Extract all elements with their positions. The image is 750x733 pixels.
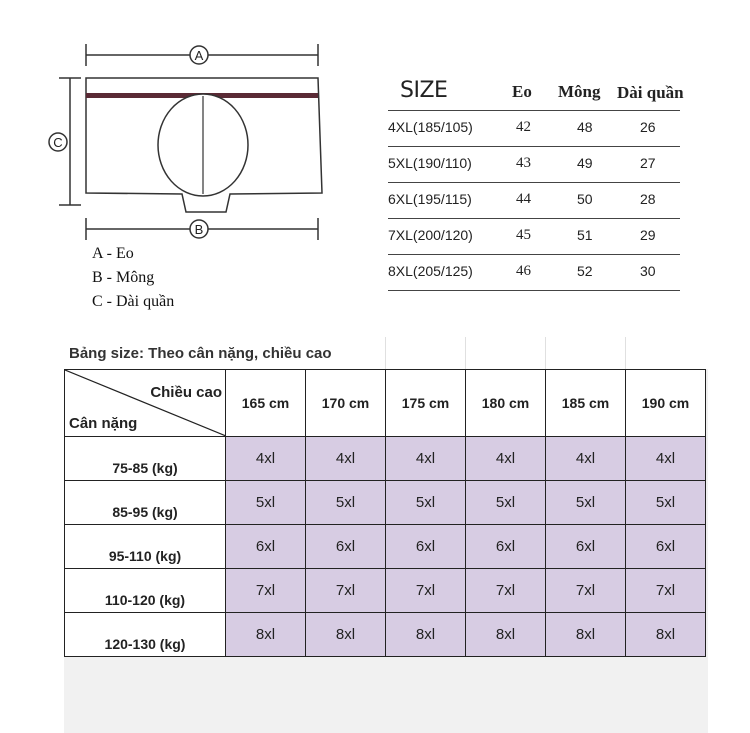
size-row (388, 111, 680, 147)
size-table-header (388, 78, 684, 111)
header-size: SIZE (400, 78, 448, 103)
weight-label: 95-110 (kg) (65, 525, 226, 569)
size-row (388, 219, 680, 255)
weight-height-size-chart (64, 337, 708, 733)
dai-value: 26 (640, 119, 656, 135)
legend-c: C - Dài quần (92, 293, 175, 310)
height-header: 180 cm (466, 370, 546, 437)
dai-value: 27 (640, 155, 656, 171)
mong-value: 52 (577, 263, 593, 279)
marker-c: C (53, 135, 63, 150)
size-cell: 6xl (466, 525, 546, 569)
size-cell: 4xl (386, 437, 466, 481)
eo-value: 45 (516, 227, 531, 243)
dai-value: 28 (640, 191, 656, 207)
header-dai-quan: Dài quần (617, 83, 684, 102)
size-cell: 5xl (626, 481, 706, 525)
size-label: 7XL(200/120) (388, 227, 473, 243)
chart-title-row (64, 337, 708, 369)
size-cell: 6xl (546, 525, 626, 569)
size-cell: 6xl (626, 525, 706, 569)
height-header: 170 cm (306, 370, 386, 437)
size-cell: 7xl (386, 569, 466, 613)
mong-value: 48 (577, 119, 593, 135)
size-row (388, 255, 680, 291)
marker-b: B (194, 222, 204, 237)
mong-value: 50 (577, 191, 593, 207)
corner-cell (65, 370, 226, 437)
eo-value: 46 (516, 263, 531, 279)
measurement-legend (92, 242, 174, 314)
size-cell: 5xl (466, 481, 546, 525)
size-cell: 7xl (626, 569, 706, 613)
weight-height-table (64, 369, 706, 657)
eo-value: 44 (516, 191, 531, 207)
header-eo: Eo (512, 82, 532, 101)
weight-row (65, 569, 706, 613)
size-cell: 6xl (386, 525, 466, 569)
size-cell: 5xl (546, 481, 626, 525)
height-header: 175 cm (386, 370, 466, 437)
height-header-row (65, 370, 706, 437)
size-cell: 7xl (306, 569, 386, 613)
marker-a: A (194, 48, 204, 63)
weight-row (65, 613, 706, 657)
size-row (388, 183, 680, 219)
size-measurement-table (388, 78, 684, 291)
legend-b: B - Mông (92, 269, 155, 286)
size-cell: 5xl (306, 481, 386, 525)
size-cell: 4xl (306, 437, 386, 481)
weight-row (65, 437, 706, 481)
weight-label: 85-95 (kg) (65, 481, 226, 525)
weight-label: 120-130 (kg) (65, 613, 226, 657)
size-cell: 5xl (226, 481, 306, 525)
dai-value: 29 (640, 227, 656, 243)
boxer-measurement-diagram (0, 0, 380, 240)
grid-line (465, 337, 466, 369)
mong-value: 51 (577, 227, 593, 243)
size-cell: 6xl (226, 525, 306, 569)
header-mong: Mông (558, 82, 601, 101)
corner-label-height: Chiều cao (150, 384, 222, 401)
size-cell: 7xl (226, 569, 306, 613)
size-label: 4XL(185/105) (388, 119, 473, 135)
size-cell: 4xl (226, 437, 306, 481)
size-row (388, 147, 680, 183)
size-cell: 7xl (546, 569, 626, 613)
height-header: 185 cm (546, 370, 626, 437)
corner-label-weight: Cân nặng (69, 415, 138, 432)
size-cell: 8xl (626, 613, 706, 657)
height-header: 190 cm (626, 370, 706, 437)
weight-label: 110-120 (kg) (65, 569, 226, 613)
weight-row (65, 481, 706, 525)
dai-value: 30 (640, 263, 656, 279)
size-label: 5XL(190/110) (388, 155, 472, 171)
weight-label: 75-85 (kg) (65, 437, 226, 481)
size-label: 8XL(205/125) (388, 263, 473, 279)
size-cell: 7xl (466, 569, 546, 613)
size-cell: 8xl (466, 613, 546, 657)
grid-line (545, 337, 546, 369)
size-cell: 4xl (466, 437, 546, 481)
size-label: 6XL(195/115) (388, 191, 472, 207)
size-cell: 5xl (386, 481, 466, 525)
size-cell: 4xl (626, 437, 706, 481)
grid-line (385, 337, 386, 369)
weight-row (65, 525, 706, 569)
eo-value: 42 (516, 119, 531, 135)
height-header: 165 cm (226, 370, 306, 437)
chart-title: Bảng size: Theo cân nặng, chiều cao (69, 345, 332, 362)
size-cell: 8xl (226, 613, 306, 657)
size-cell: 8xl (546, 613, 626, 657)
size-cell: 8xl (306, 613, 386, 657)
size-cell: 6xl (306, 525, 386, 569)
size-cell: 8xl (386, 613, 466, 657)
eo-value: 43 (516, 155, 531, 171)
size-cell: 4xl (546, 437, 626, 481)
legend-a: A - Eo (92, 245, 134, 262)
grid-line (625, 337, 626, 369)
mong-value: 49 (577, 155, 593, 171)
